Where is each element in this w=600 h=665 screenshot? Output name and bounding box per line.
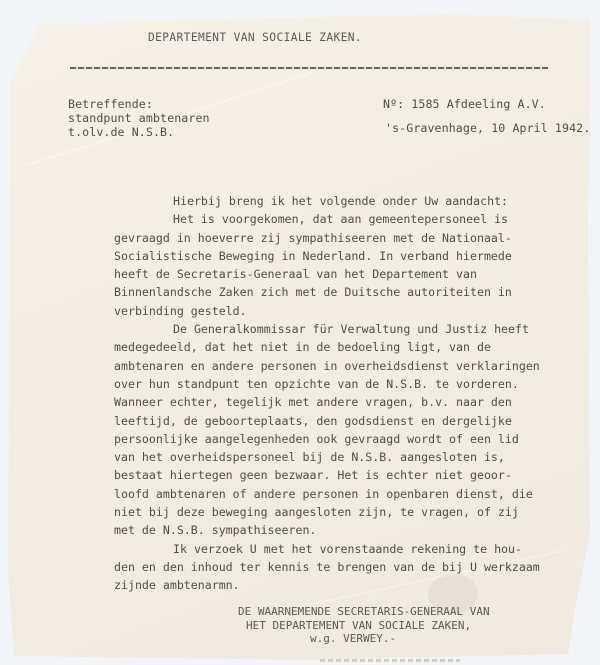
letter-body (114, 192, 594, 595)
body-line: met de N.S.B. sympathiseeren. (114, 523, 317, 538)
body-line: over hun standpunt ten opzichte van de N.S.B. te vorderen. (114, 376, 519, 391)
body-line: ambtenaren en andere personen in overheidsdienst verklaringen (114, 358, 540, 373)
body-line: niet bij deze beweging aangesloten zijn, te vragen, of zij (114, 505, 519, 520)
faded-text-remnant (320, 659, 460, 662)
signature-name: w.g. VERWEY.- (310, 632, 397, 645)
body-line: heeft de Secretaris-Generaal van het Departement van (114, 267, 477, 282)
subject-block (68, 97, 210, 139)
body-line: persoonlijke aangelegenheden ook gevraagd wordt of een lid (114, 431, 519, 446)
dashed-divider (70, 67, 548, 69)
body-line: Ik verzoek U met het vorenstaande rekening te hou- (173, 541, 523, 556)
body-line: Wanneer echter, tegelijk met andere vragen, b.v. naar den (114, 395, 512, 410)
body-line: zijnde ambtenarmn. (114, 578, 240, 593)
reference-number: Nº: 1585 Afdeeling A.V. (383, 97, 546, 111)
body-line: van het overheidspersoneel bij de N.S.B. aangesloten is, (114, 450, 505, 465)
body-line: leeftijd, de geboorteplaats, den godsdienst en dergelijke (114, 413, 512, 428)
body-line: De Generalkommissar für Verwaltung und Justiz heeft (173, 322, 529, 337)
body-line: den en den inhoud ter kennis te brengen van de bij U werkzaam (114, 559, 540, 574)
body-line: bestaat hiertegen geen bezwaar. Het is echter niet geoor- (114, 468, 512, 483)
body-line: Het is voorgekomen, dat aan gemeentepersoneel is (173, 212, 509, 227)
body-line: gevraagd in hoeverre zij sympathiseeren met de Nationaal- (114, 230, 512, 245)
body-line: medegedeeld, dat het niet in de bedoeling ligt, van de (114, 340, 491, 355)
body-line: verbinding gesteld. (114, 303, 247, 318)
body-line: Socialistische Beweging in Nederland. In verband hiermede (114, 248, 512, 263)
body-line: loofd ambtenaren of andere personen in openbaren dienst, die (114, 486, 533, 501)
signature-block (238, 605, 490, 646)
signature-department-line: HET DEPARTEMENT VAN SOCIALE ZAKEN, (246, 618, 472, 632)
subject-line: standpunt ambtenaren (68, 111, 210, 125)
signature-title-line: DE WAARNEMENDE SECRETARIS-GENERAAL VAN (238, 605, 490, 618)
subject-label: Betreffende: (68, 97, 153, 111)
place-and-date: 's-Gravenhage, 10 April 1942. (385, 121, 591, 135)
letterhead-title: DEPARTEMENT VAN SOCIALE ZAKEN. (148, 31, 363, 44)
body-line: Binnenlandsche Zaken zich met de Duitsche autoriteiten in (114, 285, 512, 300)
subject-line: t.olv.de N.S.B. (68, 125, 175, 139)
body-line: Hierbij breng ik het volgende onder Uw aandacht: (173, 194, 509, 208)
